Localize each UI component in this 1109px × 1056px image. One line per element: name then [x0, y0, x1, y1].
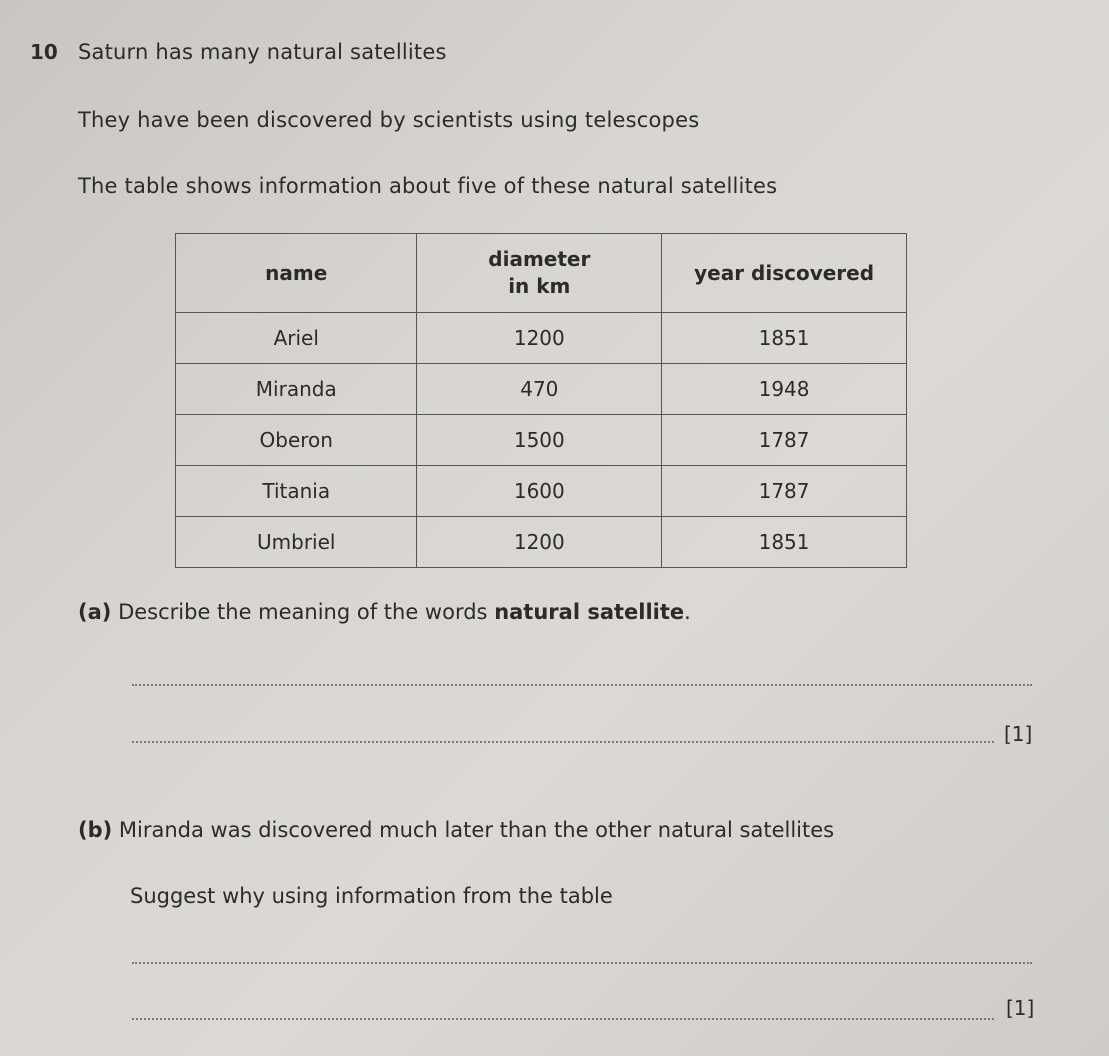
answer-line-a2[interactable]: [132, 741, 994, 743]
header-diameter-line2: in km: [508, 274, 571, 298]
header-diameter: [417, 234, 662, 313]
part-a-marks: [1]: [1004, 722, 1033, 746]
cell-year: 1787: [662, 466, 907, 517]
cell-name: Umbriel: [176, 517, 417, 568]
part-b-text: Miranda was discovered much later than the other natural satellites: [118, 818, 835, 842]
cell-name: Titania: [176, 466, 417, 517]
cell-year: 1851: [662, 517, 907, 568]
table-row: [176, 313, 907, 364]
cell-name: Miranda: [176, 364, 417, 415]
table-row: [176, 415, 907, 466]
table-header-row: [176, 234, 907, 313]
table-row: [176, 466, 907, 517]
answer-line-b1[interactable]: [132, 962, 1032, 964]
part-b-subprompt: Suggest why using information from the table: [130, 884, 613, 908]
cell-name: Ariel: [176, 313, 417, 364]
cell-year: 1948: [662, 364, 907, 415]
part-b-marks: [1]: [1006, 996, 1035, 1020]
part-a-term: natural satellite: [494, 600, 685, 624]
cell-diameter: 1200: [417, 313, 662, 364]
header-year: year discovered: [662, 234, 907, 313]
header-name: name: [176, 234, 417, 313]
intro-line-1: Saturn has many natural satellites: [78, 40, 447, 64]
cell-year: 1851: [662, 313, 907, 364]
cell-year: 1787: [662, 415, 907, 466]
part-a-end: .: [684, 600, 691, 624]
part-a-label: (a): [78, 600, 112, 624]
table-row: [176, 517, 907, 568]
answer-line-a1[interactable]: [132, 684, 1032, 686]
cell-diameter: 1200: [417, 517, 662, 568]
header-diameter-line1: diameter: [488, 247, 591, 271]
cell-diameter: 1600: [417, 466, 662, 517]
satellites-table: [175, 233, 907, 568]
part-a-prompt: [78, 600, 691, 624]
part-b-label: (b): [78, 818, 113, 842]
cell-diameter: 1500: [417, 415, 662, 466]
cell-diameter: 470: [417, 364, 662, 415]
part-a-text: Describe the meaning of the words: [118, 600, 488, 624]
answer-line-b2[interactable]: [132, 1018, 994, 1020]
intro-line-2: They have been discovered by scientists using telescopes: [78, 108, 700, 132]
cell-name: Oberon: [176, 415, 417, 466]
table-row: [176, 364, 907, 415]
question-number: 10: [30, 40, 58, 64]
intro-line-3: The table shows information about five of these natural satellites: [78, 174, 778, 198]
part-b-prompt: [78, 818, 834, 842]
